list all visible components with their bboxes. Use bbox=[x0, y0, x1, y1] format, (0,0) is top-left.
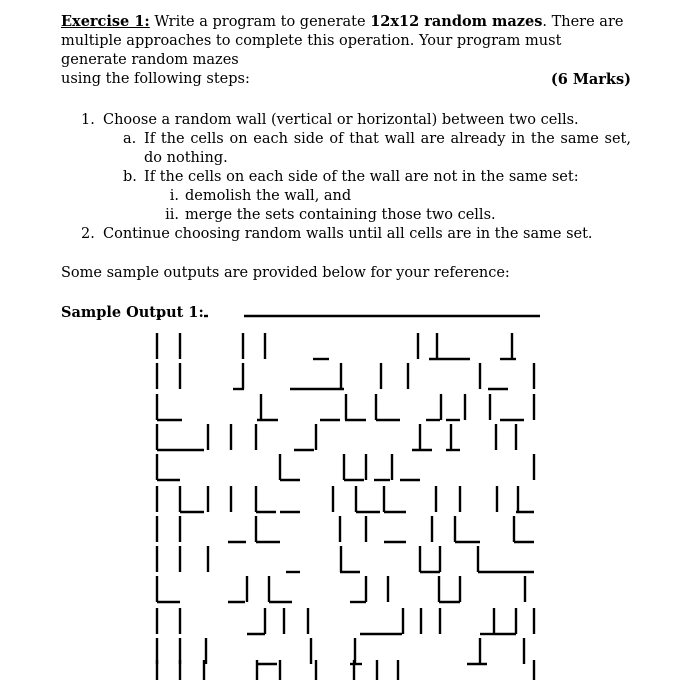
step-2: 2. Continue choosing random walls until all cells are in the same set. bbox=[81, 226, 593, 242]
intro-text-c: using the following steps: bbox=[61, 71, 250, 87]
exercise-label: Exercise 1: bbox=[61, 13, 150, 30]
intro-bold-maze-size: 12x12 random mazes bbox=[370, 13, 543, 30]
step-1b-i: i. demolish the wall, and bbox=[169, 188, 352, 204]
sample-note: Some sample outputs are provided below for your reference: bbox=[61, 265, 510, 281]
exercise-document bbox=[61, 12, 631, 337]
steps-list bbox=[61, 111, 631, 244]
exercise-intro bbox=[61, 12, 631, 89]
step-1a: a. If the cells on each side of that wall are already in the same set, do nothing. bbox=[123, 131, 631, 166]
step-1b-ii: ii. merge the sets containing those two cells. bbox=[165, 207, 496, 223]
maze-figure bbox=[140, 300, 540, 680]
step-1: 1. Choose a random wall (vertical or horizontal) between two cells. bbox=[81, 112, 579, 128]
sample-output-heading: Sample Output 1: bbox=[61, 304, 204, 321]
intro-text-b: . There are multiple approaches to complete this operation. Your program must generate random mazes bbox=[61, 14, 624, 68]
intro-text-a: Write a program to generate bbox=[149, 14, 371, 30]
step-1b: b. If the cells on each side of the wall are not in the same set: bbox=[123, 169, 579, 185]
marks-label: (6 Marks) bbox=[550, 71, 631, 88]
